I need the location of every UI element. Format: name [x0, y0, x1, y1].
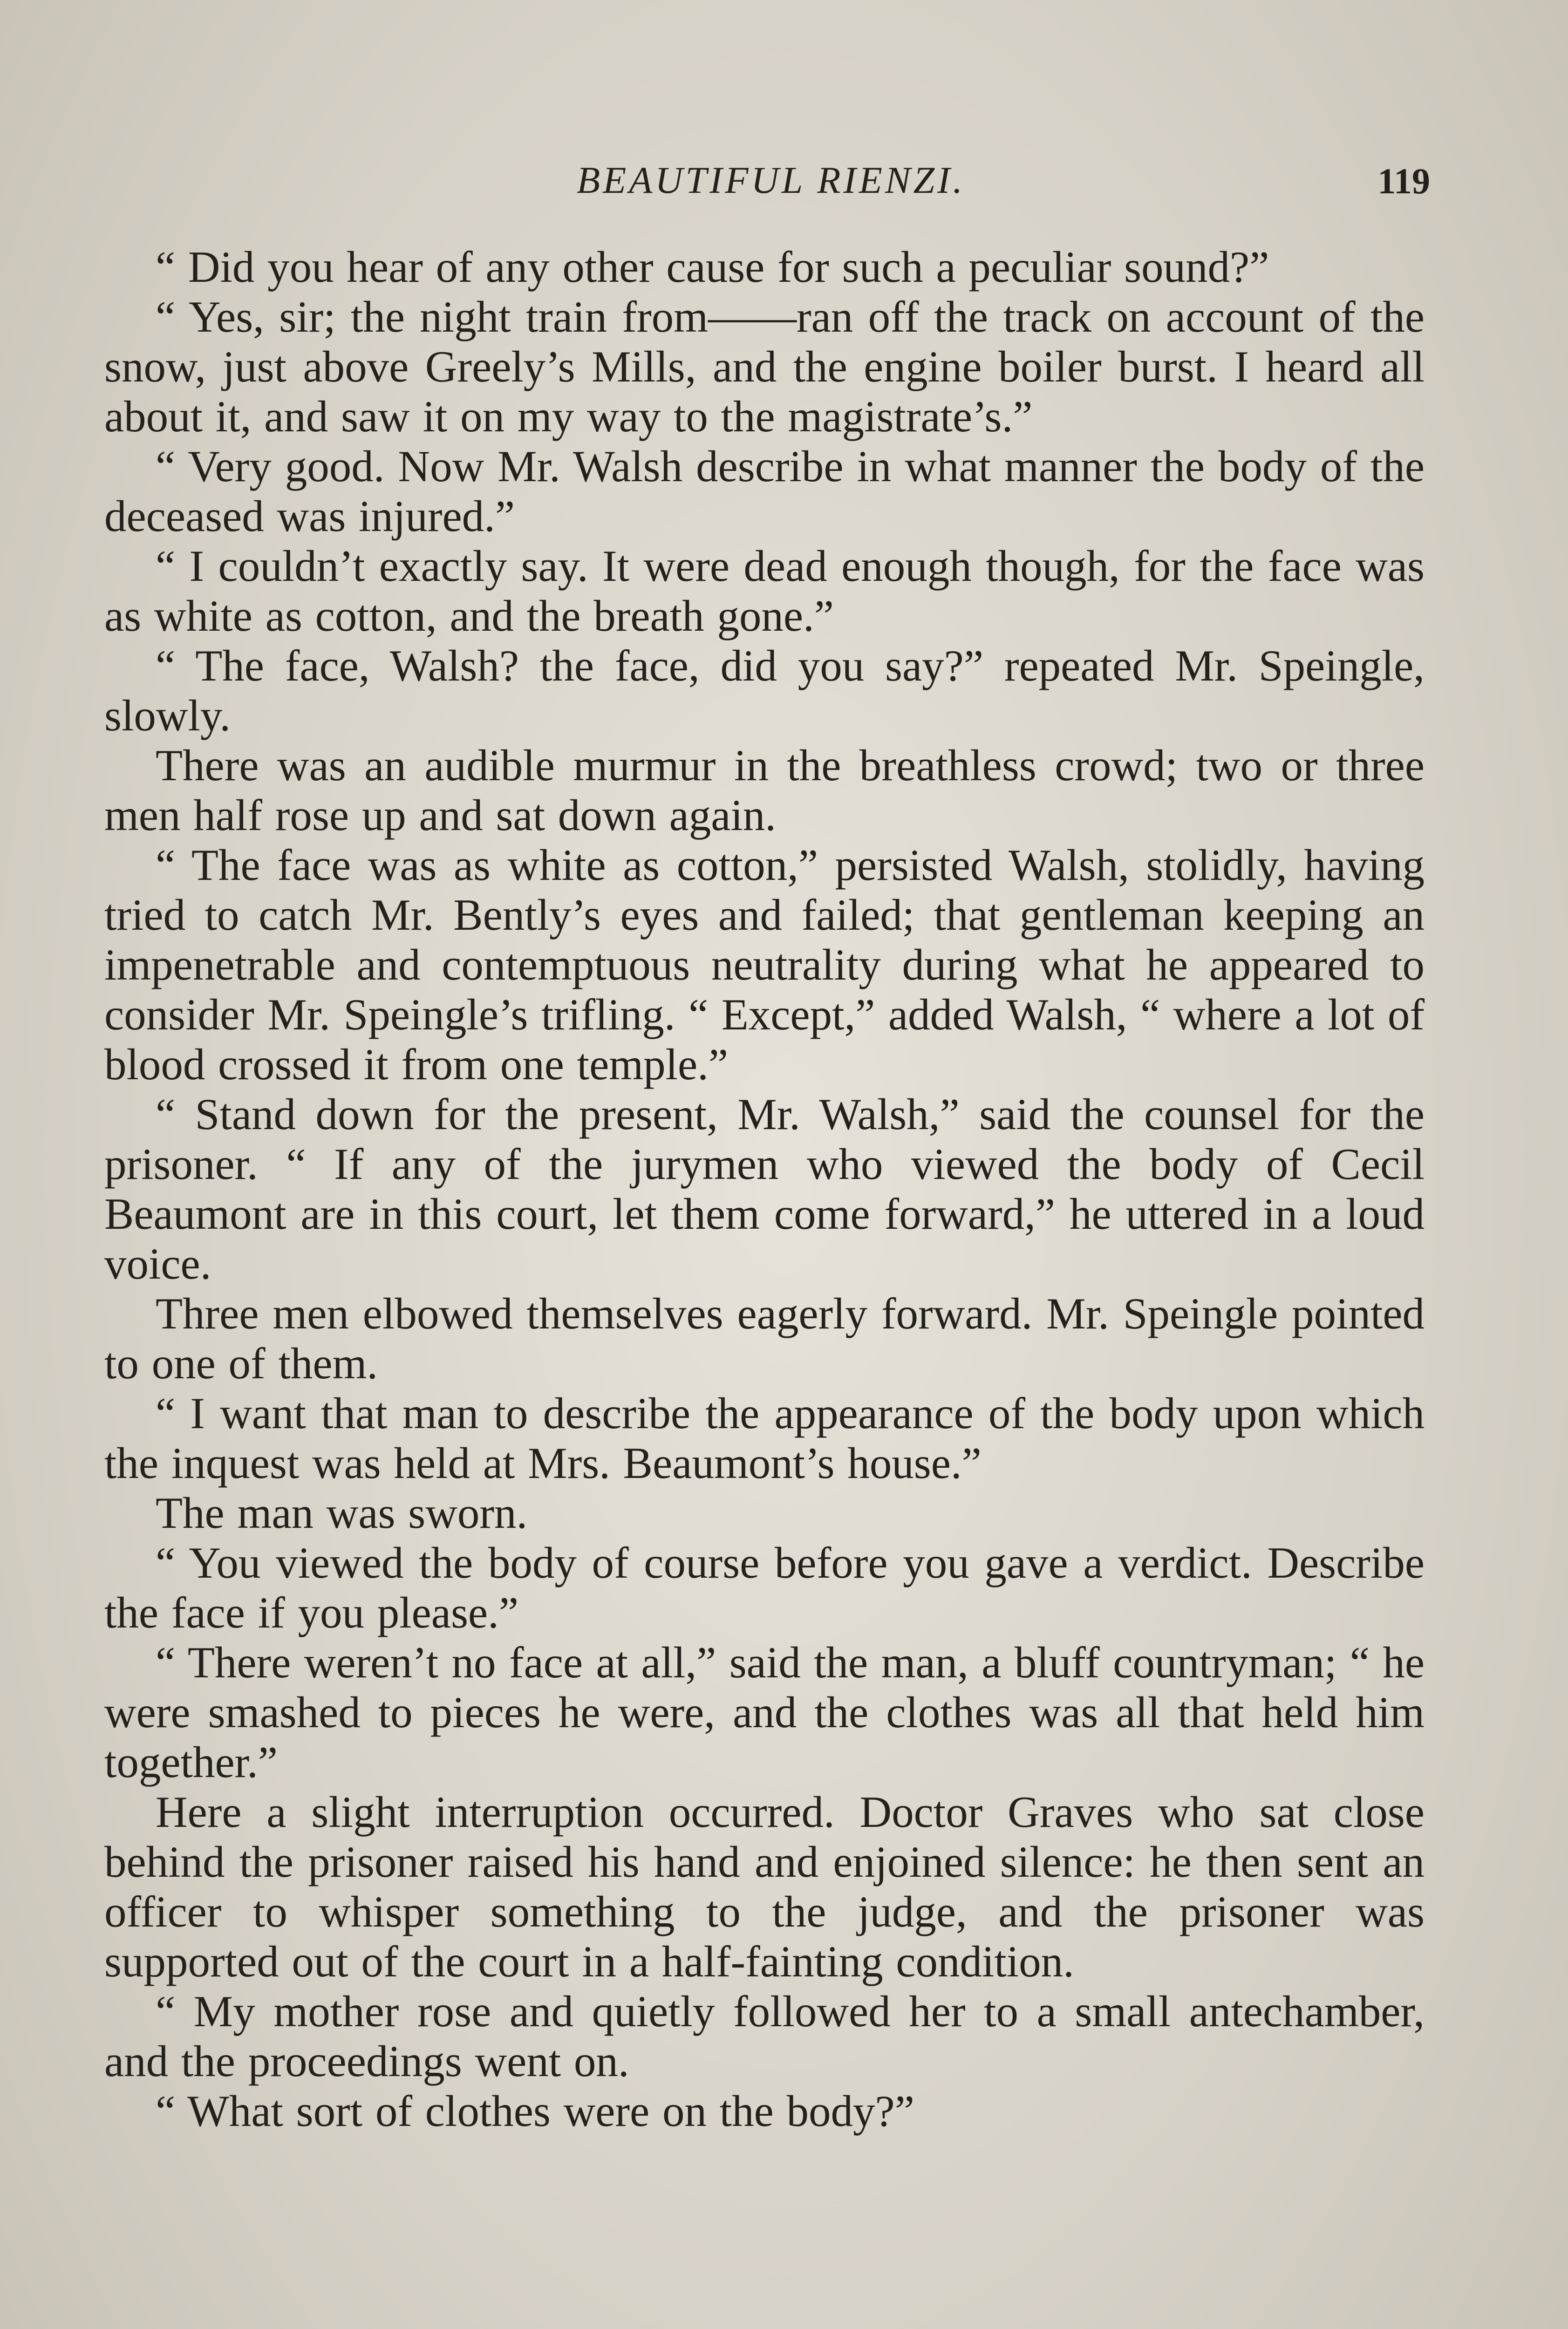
paragraph: “ The face, Walsh? the face, did you say?” repeated Mr. Speingle, slowly. [104, 641, 1425, 740]
paragraph: “ I want that man to describe the appearance of the body upon which the inquest was held at Mrs. Beaumont’s house.” [104, 1389, 1425, 1488]
paragraph: “ Did you hear of any other cause for such a peculiar sound?” [156, 242, 1269, 292]
paragraph: “ There weren’t no face at all,” said the man, a bluff countryman; “ he were smashed to pieces he were, and the clothes was all that held him together.” [104, 1638, 1425, 1787]
paragraph: The man was sworn. [156, 1488, 528, 1538]
paragraph: “ My mother rose and quietly followed her to a small antechamber, and the proceedings went on. [104, 1987, 1425, 2086]
paragraph: “ Yes, sir; the night train from——ran off the track on account of the snow, just above Greely’s Mills, and the engine boiler burst. I heard all about it, and saw it on my way to the magistrate’s.” [104, 292, 1425, 441]
paragraph: “ Stand down for the present, Mr. Walsh,” said the counsel for the prisoner. “ If any of the jurymen who viewed the body of Cecil Beaumont are in this court, let them come forward,” he uttered in a loud voice. [104, 1090, 1425, 1288]
paragraph: Three men elbowed themselves eagerly forward. Mr. Speingle pointed to one of them. [104, 1289, 1425, 1388]
page-header [112, 158, 1430, 210]
running-title: BEAUTIFUL RIENZI. [577, 159, 965, 201]
paragraph: “ You viewed the body of course before you gave a verdict. Describe the face if you please.” [104, 1538, 1425, 1637]
body-text [104, 242, 1425, 2136]
page-number: 119 [1377, 161, 1430, 201]
paragraph: Here a slight interruption occurred. Doctor Graves who sat close behind the prisoner raised his hand and enjoined silence: he then sent an officer to whisper something to the judge, and the prisoner was supported out of the court in a half-fainting condition. [104, 1787, 1425, 1986]
paragraph: “ I couldn’t exactly say. It were dead enough though, for the face was as white as cotton, and the breath gone.” [104, 541, 1425, 640]
paragraph: There was an audible murmur in the breathless crowd; two or three men half rose up and sat down again. [104, 741, 1425, 840]
paragraph: “ The face was as white as cotton,” persisted Walsh, stolidly, having tried to catch Mr. Bently’s eyes and failed; that gentleman keeping an impenetrable and contemptuous neutrality during what he appeared to consider Mr. Speingle’s trifling. “ Except,” added Walsh, “ where a lot of blood crossed it from one temple.” [104, 840, 1425, 1089]
paragraph: “ What sort of clothes were on the body?” [156, 2086, 914, 2136]
paragraph: “ Very good. Now Mr. Walsh describe in what manner the body of the deceased was injured.” [104, 442, 1425, 541]
